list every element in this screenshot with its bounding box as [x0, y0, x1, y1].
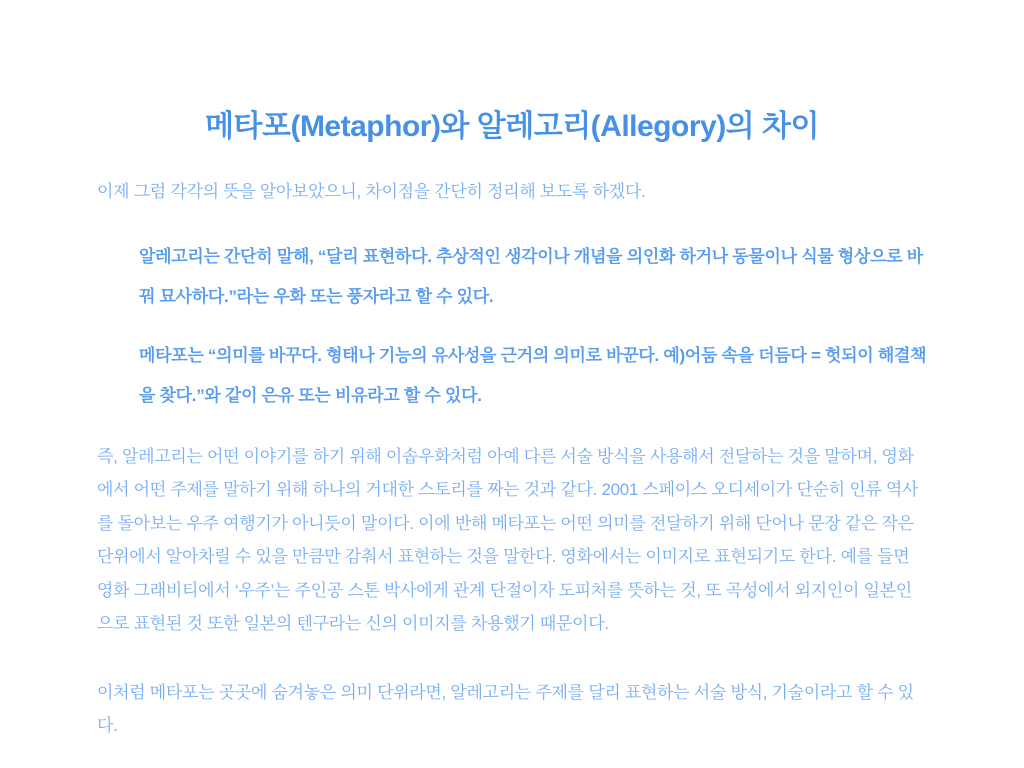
- metaphor-definition-quote: 메타포는 “의미를 바꾸다. 형태나 기능의 유사성을 근거의 의미로 바꾼다. 예)어둠 속을 더듬다 = 헛되이 해결책을 찾다.”와 같이 은유 또는 비유라고 할 수 있다.: [139, 345, 927, 405]
- comparison-paragraph: 즉, 알레고리는 어떤 이야기를 하기 위해 이솝우화처럼 아예 다른 서술 방식을 사용해서 전달하는 것을 말하며, 영화에서 어떤 주제를 말하기 위해 하나의 거대한 스토리를 짜는 것과 같다. 2001 스페이스 오디세이가 단순히 인류 역사를 돌아보는 우주 여행기가 아니듯이 말이다. 이에 반해 메타포는 어떤 의미를 전달하기 위해 단어나 문장 같은 작은 단위에서 알아차릴 수 있을 만큼만 감춰서 표현하는 것을 말한다. 영화에서는 이미지로 표현되기도 한다. 예를 들면 영화 그래비티에서 ‘우주’는 주인공 스톤 박사에게 관계 단절이자 도피처를 뜻하는 것, 또 곡성에서 외지인이 일본인으로 표현된 것 또한 일본의 텐구라는 신의 이미지를 차용했기 때문이다.: [97, 446, 919, 633]
- allegory-definition-quote: 알레고리는 간단히 말해, “달리 표현하다. 추상적인 생각이나 개념을 의인화 하거나 동물이나 식물 형상으로 바꿔 묘사하다.”라는 우화 또는 풍자라고 할 수 있다.: [139, 246, 923, 306]
- intro-paragraph: 이제 그럼 각각의 뜻을 알아보았으니, 차이점을 간단히 정리해 보도록 하겠다.: [97, 182, 646, 201]
- conclusion-paragraph: 이처럼 메타포는 곳곳에 숨겨놓은 의미 단위라면, 알레고리는 주제를 달리 표현하는 서술 방식, 기술이라고 할 수 있다.: [97, 682, 914, 735]
- page-title: 메타포(Metaphor)와 알레고리(Allegory)의 차이: [205, 110, 819, 143]
